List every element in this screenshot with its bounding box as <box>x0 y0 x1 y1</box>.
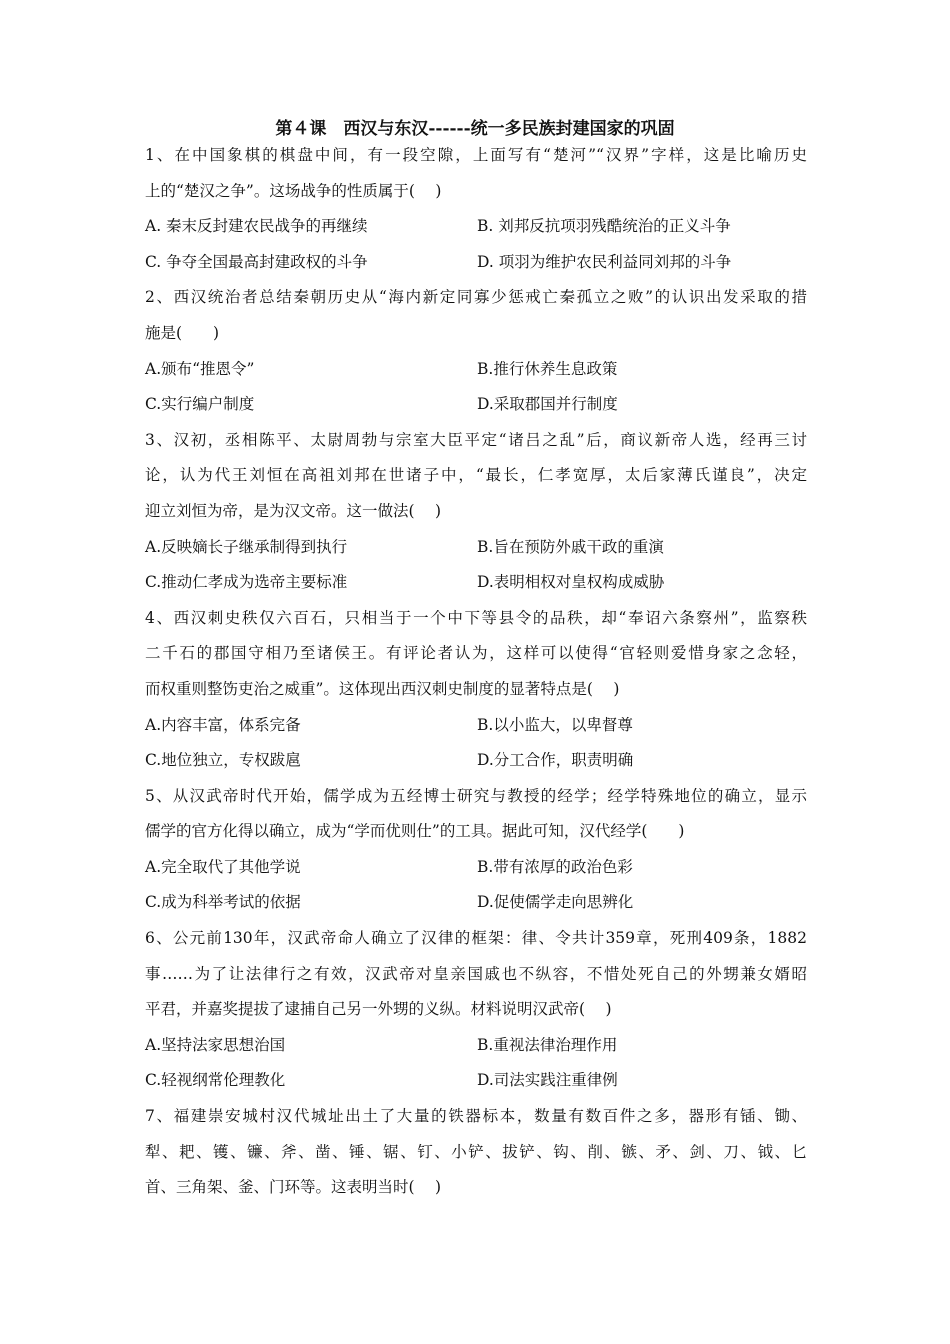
question-list <box>145 138 807 1206</box>
option-C: C.成为科举考试的依据 <box>145 893 301 912</box>
option-A: A.坚持法家思想治国 <box>145 1035 286 1054</box>
question-1 <box>145 138 807 280</box>
question-stem-line: 4、西汉刺史秩仅六百石，只相当于一个中下等县令的品秩，却“奉诏六条察州”，监察秩 <box>145 608 807 627</box>
option-row <box>145 565 807 601</box>
option-row <box>145 708 807 744</box>
option-C: C.地位独立，专权跋扈 <box>145 751 301 770</box>
question-stem-line: 3、汉初，丞相陈平、太尉周勃与宗室大臣平定“诸吕之乱”后，商议新帝人选，经再三讨 <box>145 430 807 449</box>
question-stem-line: 论，认为代王刘恒在高祖刘邦在世诸子中，“最长，仁孝宽厚，太后家薄氏谨良”，决定 <box>145 466 807 485</box>
option-row <box>145 352 807 388</box>
question-stem-line: 施是( ) <box>145 323 220 342</box>
question-3 <box>145 423 807 601</box>
question-stem-line: 6、公元前130年，汉武帝命人确立了汉律的框架：律、令共计359章，死刑409条，1882 <box>145 929 807 948</box>
question-stem-line: 平君，并嘉奖提拔了逮捕自己另一外甥的义纵。材料说明汉武帝( ) <box>145 1000 612 1019</box>
option-row <box>145 530 807 566</box>
question-7 <box>145 1099 807 1206</box>
option-C: C.轻视纲常伦理教化 <box>145 1071 286 1090</box>
option-row <box>145 1028 807 1064</box>
option-D: D.分工合作，职责明确 <box>477 751 634 770</box>
question-2 <box>145 280 807 422</box>
option-C: C.推动仁孝成为选帝主要标准 <box>145 573 348 592</box>
question-stem-line: 而权重则整饬吏治之威重”。这体现出西汉刺史制度的显著特点是( ) <box>145 679 620 698</box>
question-stem-line: 1、在中国象棋的棋盘中间，有一段空隙，上面写有“楚河”“汉界”字样，这是比喻历史 <box>145 146 807 164</box>
option-row <box>145 1063 807 1099</box>
option-B: B.以小监大，以卑督尊 <box>477 715 633 734</box>
option-D: D.表明相权对皇权构成威胁 <box>477 573 665 592</box>
option-B: B.旨在预防外戚干政的重演 <box>477 537 664 556</box>
option-C: C. 争夺全国最高封建政权的斗争 <box>145 252 368 271</box>
option-A: A.内容丰富，体系完备 <box>145 715 301 734</box>
question-5 <box>145 779 807 921</box>
option-A: A.反映嫡长子继承制得到执行 <box>145 537 348 556</box>
option-D: D.促使儒学走向思辨化 <box>477 893 634 912</box>
question-stem-line: 儒学的官方化得以确立，成为“学而优则仕”的工具。据此可知，汉代经学( ) <box>145 822 685 841</box>
option-row <box>145 885 807 921</box>
option-B: B.带有浓厚的政治色彩 <box>477 857 633 876</box>
question-stem-line: 5、从汉武帝时代开始，儒学成为五经博士研究与教授的经学；经学特殊地位的确立，显示 <box>145 786 807 805</box>
question-4 <box>145 601 807 779</box>
option-A: A.完全取代了其他学说 <box>145 857 301 876</box>
option-row <box>145 245 807 281</box>
option-row <box>145 850 807 886</box>
question-stem-line: 事……为了让法律行之有效，汉武帝对皇亲国戚也不纵容，不惜处死自己的外甥兼女婿昭 <box>145 964 807 983</box>
option-B: B.重视法律治理作用 <box>477 1035 618 1054</box>
option-A: A.颁布“推恩令” <box>145 359 255 378</box>
option-B: B.推行休养生息政策 <box>477 359 618 378</box>
question-stem-line: 7、福建崇安城村汉代城址出土了大量的铁器标本，数量有数百件之多，器形有锸、锄、 <box>145 1107 807 1126</box>
option-row <box>145 209 807 245</box>
document-title: 第４课 西汉与东汉------统一多民族封建国家的巩固 <box>275 119 675 139</box>
question-stem-line: 首、三角架、釜、门环等。这表明当时( ) <box>145 1178 442 1197</box>
option-D: D. 项羽为维护农民利益同刘邦的斗争 <box>477 252 732 271</box>
option-A: A. 秦末反封建农民战争的再继续 <box>145 217 368 236</box>
question-stem-line: 上的“楚汉之争”。这场战争的性质属于( ) <box>145 181 442 200</box>
option-row <box>145 743 807 779</box>
option-C: C.实行编户制度 <box>145 395 255 414</box>
option-D: D.采取郡国并行制度 <box>477 395 618 414</box>
question-stem-line: 2、西汉统治者总结秦朝历史从“海内新定同寡少惩戒亡秦孤立之败”的认识出发采取的措 <box>145 288 807 307</box>
question-stem-line: 二千石的郡国守相乃至诸侯王。有评论者认为，这样可以使得“官轻则爱惜身家之念轻， <box>145 644 807 663</box>
question-6 <box>145 921 807 1099</box>
question-stem-line: 犁、耙、镬、镰、斧、凿、锤、锯、钉、小铲、拔铲、钩、削、镞、矛、剑、刀、钺、匕 <box>145 1142 807 1161</box>
option-row <box>145 387 807 423</box>
option-D: D.司法实践注重律例 <box>477 1071 618 1090</box>
question-stem-line: 迎立刘恒为帝，是为汉文帝。这一做法( ) <box>145 501 442 520</box>
option-B: B. 刘邦反抗项羽残酷统治的正义斗争 <box>477 217 731 236</box>
